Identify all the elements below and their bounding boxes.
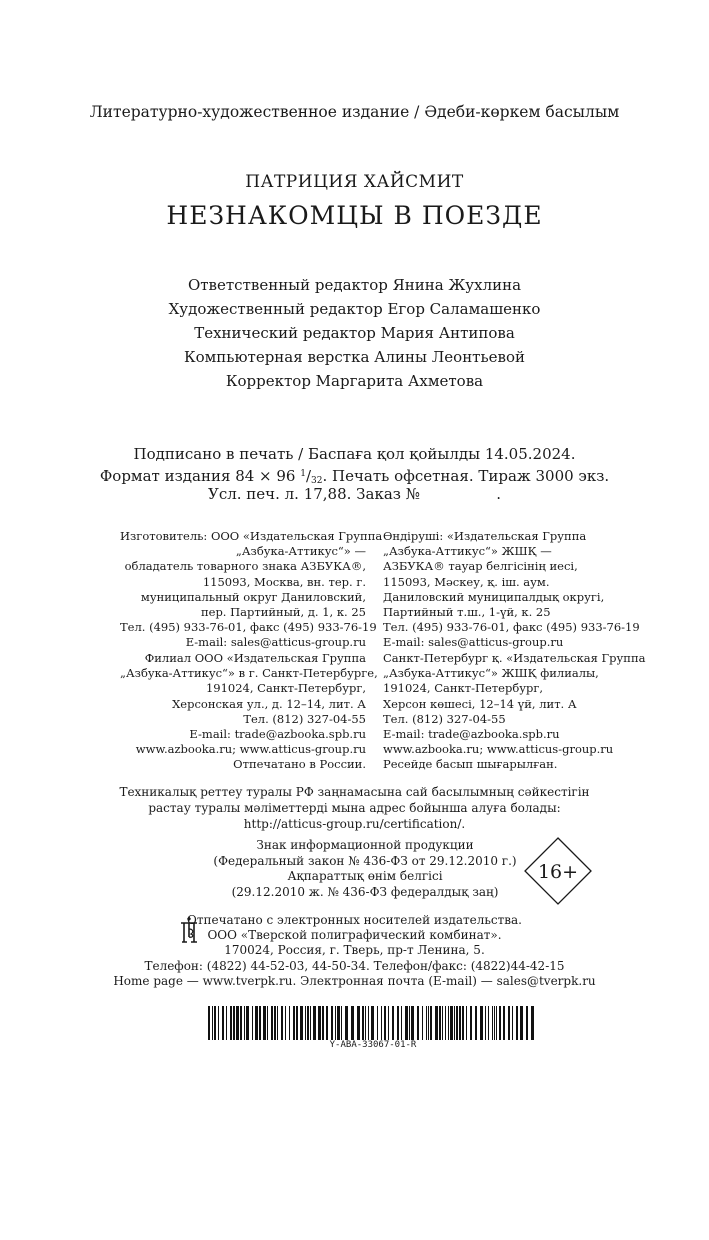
barcode-bar [289,1006,290,1040]
barcode-bar [357,1006,360,1040]
staff-line: Ответственный редактор Янина Жухлина [187,276,522,294]
author-name: ПАТРИЦИЯ ХАЙСМИТ [245,172,464,192]
printer-line: Телефон: (4822) 44-52-03, 44-50-34. Телефон/факс: (4822)44-42-15 [144,958,565,973]
barcode-bar [362,1006,364,1040]
manufacturer-ru-line: „Азбука-Аттикус“» — [235,544,366,559]
barcode-bar [392,1006,394,1040]
format-numerator: 1 [300,469,306,479]
info-mark-line: Знак информационной продукции [256,838,474,852]
branch-kz-line: Тел. (812) 327-04-55 [383,711,506,726]
manufacturer-kz-line: АЗБУКА® тауар белгісінің иесі, [383,559,578,574]
barcode-bar [345,1006,348,1040]
barcode-bar [236,1006,239,1040]
manufacturer-ru-line: Изготовитель: ООО «Издательская Группа [120,529,383,543]
barcode-bar [459,1006,461,1040]
branch-kz-line: Санкт-Петербург қ. «Издательская Группа [383,651,646,665]
barcode-bar [405,1006,408,1040]
barcode-bar [335,1006,336,1040]
barcode-bar [259,1006,261,1040]
barcode-bar [494,1006,495,1040]
printer-info [0,913,709,989]
manufacturer-ru-line: Тел. (495) 933-76-01, факс (495) 933-76-19 [120,620,377,635]
barcode-bar [462,1006,464,1040]
barcode-bar [208,1006,210,1040]
printer-line: Отпечатано с электронных носителей издательства. [187,913,522,927]
barcode-bar [222,1006,224,1040]
barcode-bar [470,1006,472,1040]
manufacturer-kz-line: Тел. (495) 933-76-01, факс (495) 933-76-19 [383,620,640,635]
barcode-bar [508,1006,510,1040]
barcode-bar [411,1006,414,1040]
barcode-bar [381,1006,382,1040]
manufacturer-ru-line: 115093, Москва, вн. тер. г. [202,574,366,589]
web-ru-line: www.azbooka.ru; www.atticus-group.ru [135,742,366,756]
barcode-bar [252,1006,253,1040]
branch-ru-line: 191024, Санкт-Петербург, [205,681,366,696]
format-prefix: Формат издания 84 × 96 [99,467,296,485]
barcode-bar [365,1006,366,1040]
barcode-bar [388,1006,389,1040]
barcode-bar [271,1006,273,1040]
barcode-bar [351,1006,354,1040]
barcode-bar [246,1006,249,1040]
barcode-bar [480,1006,483,1040]
branch-ru-line: „Азбука-Аттикус“» в г. Санкт-Петербурге, [120,666,378,681]
manufacturer-kz [383,529,643,651]
manufacturer-ru-line: E-mail: sales@atticus-group.ru [185,635,366,650]
web-ru-line: Отпечатано в России. [233,757,366,772]
info-mark-line: Ақпараттық өнім белгісі [287,869,443,883]
barcode-bar [454,1006,455,1040]
certification-line: http://atticus-group.ru/certification/. [243,817,466,831]
barcode-bar [368,1006,369,1040]
barcode-bar [240,1006,242,1040]
barcode-bar [496,1006,497,1040]
branch-ru-line: Филиал ООО «Издательская Группа [144,651,366,665]
editorial-staff [0,273,709,393]
barcode-bar [401,1006,402,1040]
manufacturer-kz-line: Даниловский муниципалдық округі, [383,589,605,604]
barcode-bar [212,1006,213,1040]
barcode-bar [263,1006,266,1040]
barcode-bar [281,1006,283,1040]
barcode-bar [255,1006,258,1040]
barcode-bar [448,1006,449,1040]
barcode-bar [409,1006,410,1040]
barcode-bar [499,1006,501,1040]
barcode-bar [214,1006,216,1040]
branch-kz-line: 191024, Санкт-Петербург, [383,681,544,696]
barcode-bar [296,1006,298,1040]
branch-ru-line: Херсонская ул., д. 12–14, лит. А [172,696,366,711]
book-title: НЕЗНАКОМЦЫ В ПОЕЗДЕ [166,201,543,230]
barcode-bar [310,1006,311,1040]
barcode-bar [313,1006,316,1040]
barcode-bar [426,1006,427,1040]
printer-line: 170024, Россия, г. Тверь, пр-т Ленина, 5. [224,943,485,958]
certification-note [0,784,709,832]
staff-line: Компьютерная верстка Алины Леонтьевой [183,348,525,366]
manufacturer-ru-line: пер. Партийный, д. 1, к. 25 [200,604,366,619]
barcode-bar [331,1006,333,1040]
barcode-bar [384,1006,386,1040]
barcode-bar [442,1006,443,1040]
barcode-bar [337,1006,340,1040]
barcode-bar [516,1006,518,1040]
barcode-bar [230,1006,232,1040]
barcode-bar [293,1006,295,1040]
web-kz-line: Ресейде басып шығарылған. [383,757,558,772]
age-rating-badge [524,837,592,905]
barcode-icon [208,1006,538,1040]
barcode-bar [277,1006,278,1040]
barcode-bar [430,1006,432,1040]
barcode-bar [377,1006,378,1040]
barcode-bar [450,1006,453,1040]
barcode-bar [244,1006,245,1040]
branch-kz-line: „Азбука-Аттикус“» ЖШҚ филиалы, [383,666,599,681]
manufacturer-kz-line: „Азбука-Аттикус“» ЖШҚ — [383,544,552,559]
format-denominator: 32 [311,476,323,486]
barcode-code: Y-ABA-33067-01-R [329,1040,417,1050]
web-kz-line: www.azbooka.ru; www.atticus-group.ru [383,742,614,756]
signed-date: Подписано в печать / Баспаға қол қойылды 14.05.2024. [133,445,576,463]
certification-line: растау туралы мәліметтерді мына адрес бойынша алуға болады: [148,801,561,815]
barcode-bar [300,1006,303,1040]
barcode-bar [326,1006,328,1040]
barcode-bar [233,1006,235,1040]
web-kz [383,742,643,772]
staff-line: Корректор Маргарита Ахметова [225,372,484,390]
format-suffix: . Печать офсетная. Тираж 3000 экз. [322,467,610,485]
barcode-bar [341,1006,342,1040]
info-mark-line: (Федеральный закон № 436-ФЗ от 29.12.2010 г.) [213,853,517,868]
barcode-bar [531,1006,534,1040]
barcode-bar [318,1006,321,1040]
barcode-bar [488,1006,489,1040]
barcode-bar [417,1006,419,1040]
branch-kz [383,651,646,742]
info-product-mark [200,838,530,900]
branch-ru [120,651,378,742]
barcode-bar [503,1006,505,1040]
barcode-bar [445,1006,446,1040]
manufacturer-ru-line: обладатель товарного знака АЗБУКА®, [124,559,366,574]
branch-kz-line: Херсон көшесі, 12–14 үй, лит. А [383,696,577,711]
barcode-bar [492,1006,493,1040]
barcode-bar [475,1006,477,1040]
edition-type: Литературно-художественное издание / Әдеби-көркем басылым [89,103,620,121]
barcode-bar [435,1006,438,1040]
manufacturer-ru [120,529,383,651]
branch-ru-line: E-mail: trade@azbooka.spb.ru [189,726,366,741]
barcode-bar [322,1006,324,1040]
barcode-bar [422,1006,423,1040]
barcode-bar [428,1006,429,1040]
barcode-bar [439,1006,441,1040]
barcode-bar [218,1006,219,1040]
barcode-bar [485,1006,486,1040]
manufacturer-kz-line: E-mail: sales@atticus-group.ru [383,635,564,650]
barcode-bar [520,1006,523,1040]
barcode-bar [397,1006,399,1040]
manufacturer-kz-line: 115093, Мәскеу, қ. іш. аум. [383,574,550,589]
barcode-bar [456,1006,458,1040]
branch-kz-line: E-mail: trade@azbooka.spb.ru [383,726,560,741]
barcode-bar [512,1006,513,1040]
manufacturer-kz-line: Өндіруші: «Издательская Группа [383,529,587,543]
print-info [0,444,709,504]
web-ru [120,742,366,772]
age-rating-text: 16+ [537,861,579,883]
sheets-order: Усл. печ. л. 17,88. Заказ № . [208,485,501,503]
staff-line: Художественный редактор Егор Саламашенко [168,300,541,318]
barcode-bar [226,1006,227,1040]
staff-line: Технический редактор Мария Антипова [194,324,515,342]
format-line: Формат издания 84 × 96 $^1/_{32}$. Печать офсетная. Тираж 3000 экз. [99,467,610,486]
info-mark-line: (29.12.2010 ж. № 436-ФЗ федералдық заң) [231,884,499,899]
barcode-bar [274,1006,276,1040]
manufacturer-ru-line: муниципальный округ Даниловский, [140,589,366,604]
printer-line: ООО «Тверской полиграфический комбинат». [207,928,502,943]
barcode-bar [371,1006,374,1040]
printer-line: Home page — www.tverpk.ru. Электронная почта (E-mail) — sales@tverpk.ru [113,973,596,988]
certification-line: Техникалық реттеу туралы РФ заңнамасына сай басылымның сәйкестігін [119,785,590,799]
barcode-bar [267,1006,268,1040]
barcode-bar [285,1006,286,1040]
barcode-bar [305,1006,306,1040]
barcode-bar [526,1006,528,1040]
manufacturer-kz-line: Партийный т.ш., 1-үй, к. 25 [383,604,551,619]
barcode-bar [307,1006,309,1040]
branch-ru-line: Тел. (812) 327-04-55 [243,711,366,726]
barcode-bar [466,1006,467,1040]
